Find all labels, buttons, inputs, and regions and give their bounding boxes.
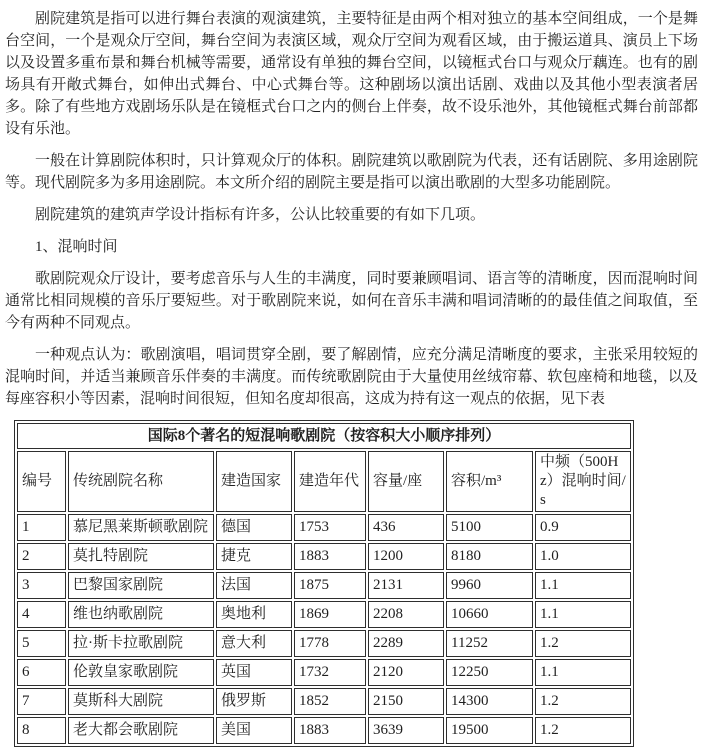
- column-header-theatre-name: 传统剧院名称: [68, 451, 214, 512]
- table-cell: 9960: [446, 572, 533, 599]
- table-cell: 8: [17, 717, 66, 744]
- table-cell: 1883: [294, 543, 366, 570]
- table-cell: 2131: [368, 572, 444, 599]
- table-cell: 6: [17, 659, 66, 686]
- table-cell: 德国: [216, 514, 292, 541]
- table-cell: 2120: [368, 659, 444, 686]
- table-cell: 拉·斯卡拉歌剧院: [68, 630, 214, 657]
- table-cell: 莫斯科大剧院: [68, 688, 214, 715]
- table-cell: 伦敦皇家歌剧院: [68, 659, 214, 686]
- column-header-country: 建造国家: [216, 451, 292, 512]
- table-cell: 1.2: [535, 717, 631, 744]
- table-cell: 慕尼黑莱斯顿歌剧院: [68, 514, 214, 541]
- table-cell: 5100: [446, 514, 533, 541]
- table-cell: 英国: [216, 659, 292, 686]
- table-cell: 10660: [446, 601, 533, 628]
- table-row: [17, 659, 631, 686]
- table-cell: 2289: [368, 630, 444, 657]
- table-cell: 2208: [368, 601, 444, 628]
- table-cell: 1200: [368, 543, 444, 570]
- paragraph-first-viewpoint: 一种观点认为：歌剧演唱，唱词贯穿全剧，要了解剧情，应充分满足清晰度的要求，主张采用较短的混响时间，并适当兼顾音乐伴奏的丰满度。而传统歌剧院由于大量使用丝绒帘幕、软包座椅和地毯，以及每座容积小等因素，混响时间很短，但知名度却很高，这成为持有这一观点的依据，见下表: [5, 347, 698, 407]
- column-header-number: 编号: [17, 451, 66, 512]
- table-row: [17, 688, 631, 715]
- table-cell: 维也纳歌剧院: [68, 601, 214, 628]
- table-cell: 法国: [216, 572, 292, 599]
- table-cell: 1.1: [535, 601, 631, 628]
- table-cell: 2150: [368, 688, 444, 715]
- table-cell: 11252: [446, 630, 533, 657]
- table-cell: 7: [17, 688, 66, 715]
- table-row: [17, 572, 631, 599]
- table-cell: 1732: [294, 659, 366, 686]
- table-cell: 14300: [446, 688, 533, 715]
- table-cell: 捷克: [216, 543, 292, 570]
- table-row: [17, 717, 631, 744]
- table-row: [17, 601, 631, 628]
- opera-houses-table: [14, 420, 634, 747]
- section-heading-reverberation-time: 1、混响时间: [35, 239, 118, 255]
- table-cell: 5: [17, 630, 66, 657]
- table-cell: 1852: [294, 688, 366, 715]
- table-row: [17, 514, 631, 541]
- column-header-volume: 容积/m³: [446, 451, 533, 512]
- table-cell: 1875: [294, 572, 366, 599]
- table-cell: 1.2: [535, 630, 631, 657]
- table-title: 国际8个著名的短混响歌剧院（按容积大小顺序排列）: [17, 423, 631, 449]
- table-cell: 1778: [294, 630, 366, 657]
- paragraph-auditorium-design: 歌剧院观众厅设计，要考虑音乐与人生的丰满度，同时要兼顾唱词、语言等的清晰度，因而混响时间通常比相同规模的音乐厅要短些。对于歌剧院来说，如何在音乐丰满和唱词清晰的的最佳值之间取值，至今有两种不同观点。: [5, 271, 698, 331]
- table-cell: 19500: [446, 717, 533, 744]
- table-cell: 1869: [294, 601, 366, 628]
- paragraph-acoustic-indicators: 剧院建筑的建筑声学设计指标有许多，公认比较重要的有如下几项。: [35, 207, 486, 223]
- table-body: [17, 514, 631, 744]
- table-cell: 巴黎国家剧院: [68, 572, 214, 599]
- table-cell: 1.2: [535, 688, 631, 715]
- table-cell: 1.1: [535, 659, 631, 686]
- table-cell: 0.9: [535, 514, 631, 541]
- column-header-reverberation: 中频（500Hz）混响时间/s: [535, 451, 631, 512]
- table-cell: 莫扎特剧院: [68, 543, 214, 570]
- table-row: [17, 630, 631, 657]
- table-cell: 意大利: [216, 630, 292, 657]
- table-row: [17, 543, 631, 570]
- table-cell: 2: [17, 543, 66, 570]
- table-cell: 4: [17, 601, 66, 628]
- table-cell: 奥地利: [216, 601, 292, 628]
- paragraph-theatre-definition: 剧院建筑是指可以进行舞台表演的观演建筑，主要特征是由两个相对独立的基本空间组成，一个是舞台空间，一个是观众厅空间，舞台空间为表演区域，观众厅空间为观看区域，由于搬运道具、演员上下场以及设置多重布景和舞台机械等需要，通常设有单独的舞台空间，以镜框式台口与观众厅藕连。也有的剧场具有开敞式舞台，如伸出式舞台、中心式舞台等。这种剧场以演出话剧、戏曲以及其他小型表演者居多。除了有些地方戏剧场乐队是在镜框式台口之内的侧台上伴奏，故不设乐池外，其他镜框式舞台前部都设有乐池。: [5, 11, 698, 137]
- table-cell: 1.0: [535, 543, 631, 570]
- table-header-row: [17, 451, 631, 512]
- paragraph-volume-calculation: 一般在计算剧院体积时，只计算观众厅的体积。剧院建筑以歌剧院为代表，还有话剧院、多用途剧院等。现代剧院多为多用途剧院。本文所介绍的剧院主要是指可以演出歌剧的大型多功能剧院。: [5, 153, 698, 191]
- table-cell: 1: [17, 514, 66, 541]
- table-cell: 8180: [446, 543, 533, 570]
- table-cell: 俄罗斯: [216, 688, 292, 715]
- table-cell: 12250: [446, 659, 533, 686]
- table-title-row: [17, 423, 631, 449]
- table-cell: 3639: [368, 717, 444, 744]
- table-cell: 1883: [294, 717, 366, 744]
- table-cell: 老大都会歌剧院: [68, 717, 214, 744]
- table-cell: 美国: [216, 717, 292, 744]
- table-cell: 1.1: [535, 572, 631, 599]
- table-cell: 1753: [294, 514, 366, 541]
- column-header-capacity: 容量/座: [368, 451, 444, 512]
- column-header-year-built: 建造年代: [294, 451, 366, 512]
- table-cell: 436: [368, 514, 444, 541]
- table-cell: 3: [17, 572, 66, 599]
